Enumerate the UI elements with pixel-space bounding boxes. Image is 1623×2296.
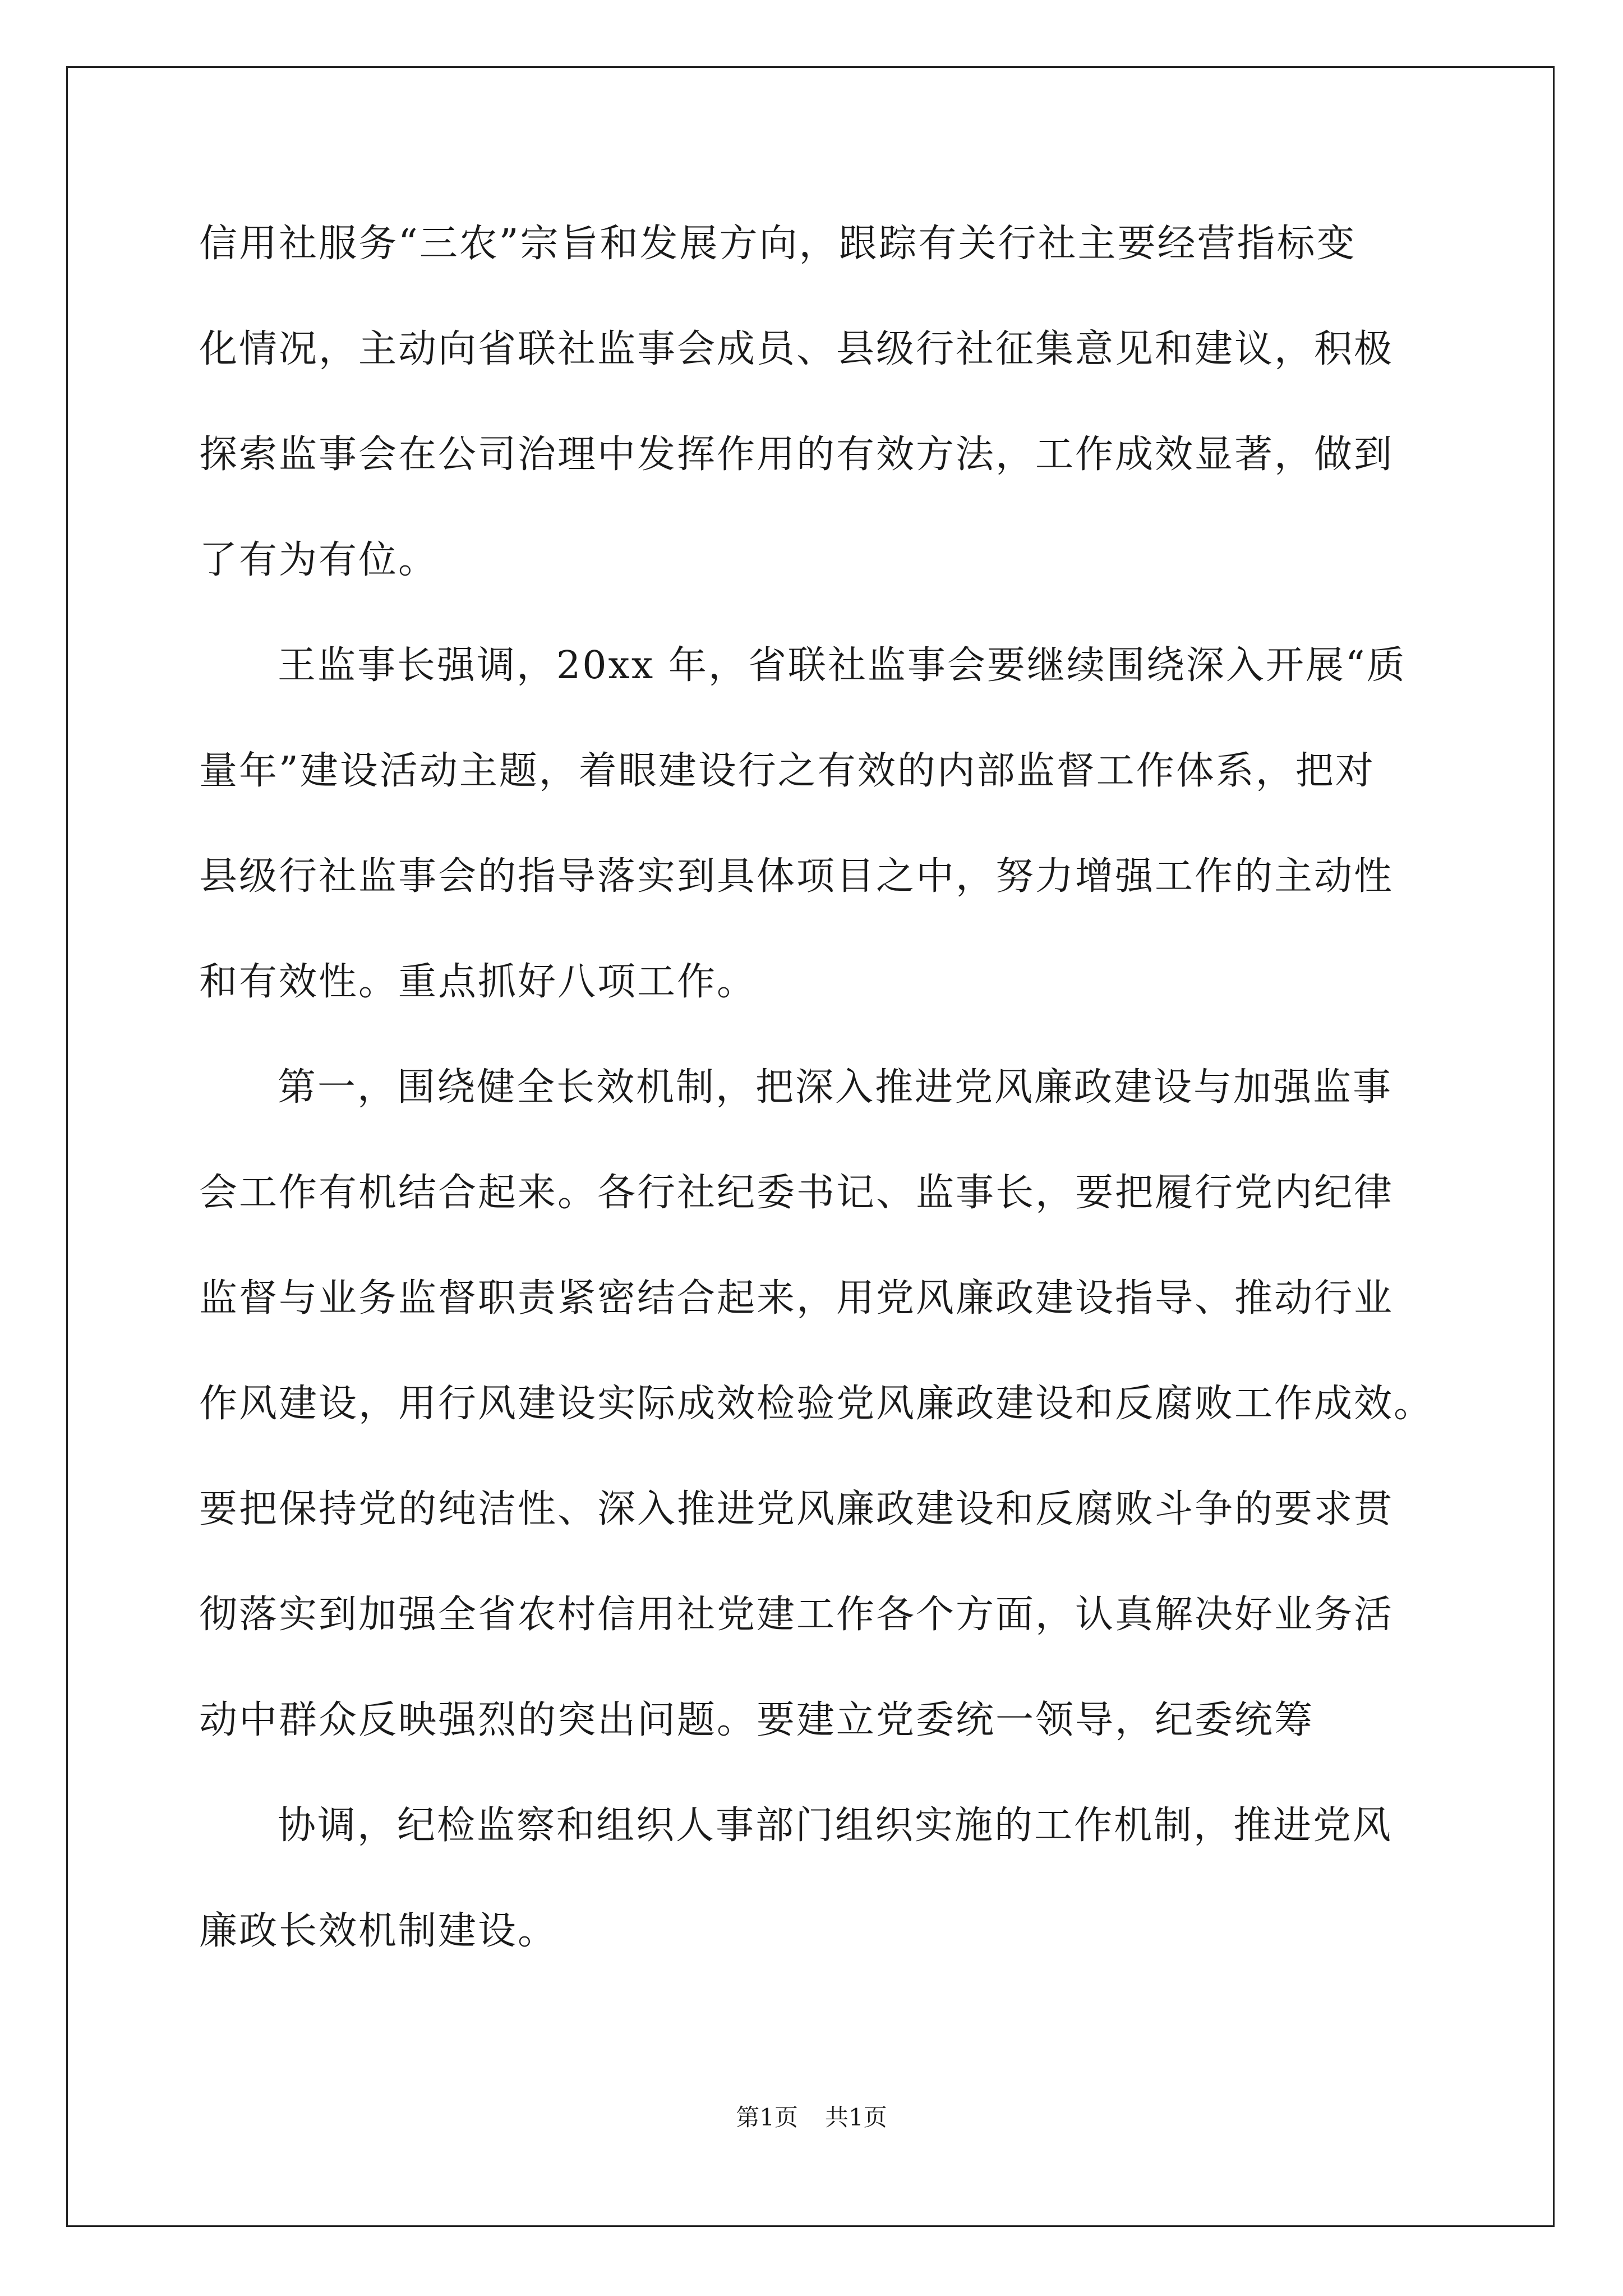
text-line: 廉政长效机制建设。	[199, 1909, 558, 1953]
page-number-total: 共1页	[825, 2104, 887, 2131]
text-line: 信用社服务“三农”宗旨和发展方向，跟踪有关行社主要经营指标变	[199, 222, 1357, 266]
text-line: 要把保持党的纯洁性、深入推进党风廉政建设和反腐败斗争的要求贯	[199, 1487, 1394, 1531]
paragraph-first-line: 王监事长强调，20xx 年，省联社监事会要继续围绕深入开展“质	[278, 643, 1407, 688]
document-body	[199, 213, 1433, 2006]
text-line: 监督与业务监督职责紧密结合起来，用党风廉政建设指导、推动行业	[199, 1276, 1394, 1320]
text-line: 化情况，主动向省联社监事会成员、县级行社征集意见和建议，积极	[199, 327, 1394, 371]
text-line: 和有效性。重点抓好八项工作。	[199, 960, 757, 1004]
paragraph-first-line: 协调，纪检监察和组织人事部门组织实施的工作机制，推进党风	[278, 1803, 1393, 1848]
text-line: 县级行社监事会的指导落实到具体项目之中，努力增强工作的主动性	[199, 854, 1394, 899]
text-line: 探索监事会在公司治理中发挥作用的有效方法，工作成效显著，做到	[199, 432, 1394, 477]
text-line: 动中群众反映强烈的突出问题。要建立党委统一领导，纪委统筹	[199, 1698, 1315, 1742]
text-line: 量年”建设活动主题，着眼建设行之有效的内部监督工作体系，把对	[199, 749, 1375, 793]
text-line: 了有为有位。	[199, 538, 439, 582]
text-line: 彻落实到加强全省农村信用社党建工作各个方面，认真解决好业务活	[199, 1593, 1394, 1637]
page-number-current: 第1页	[736, 2104, 798, 2131]
text-line: 作风建设，用行风建设实际成效检验党风廉政建设和反腐败工作成效。	[199, 1382, 1434, 1426]
text-line: 会工作有机结合起来。各行社纪委书记、监事长，要把履行党内纪律	[199, 1171, 1394, 1215]
page-footer	[0, 2101, 1623, 2134]
paragraph-first-line: 第一，围绕健全长效机制，把深入推进党风廉政建设与加强监事	[278, 1065, 1393, 1110]
